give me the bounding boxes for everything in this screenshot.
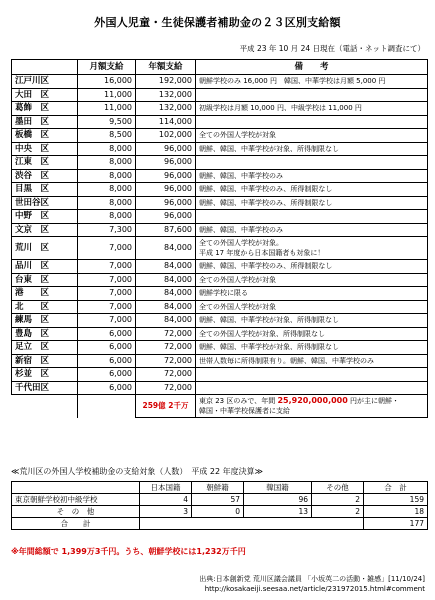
note-cell: 全ての外国人学校が対象 xyxy=(196,129,428,143)
arakawa-header-row xyxy=(12,482,428,494)
monthly-cell: 6,000 xyxy=(78,354,136,368)
table-row xyxy=(12,115,428,129)
arakawa-cell: 96 xyxy=(244,494,312,506)
table-row xyxy=(12,142,428,156)
table-row xyxy=(12,273,428,287)
ward-cell: 千代田区 xyxy=(12,381,78,395)
ward-cell: 練馬 区 xyxy=(12,314,78,328)
ward-cell: 北 区 xyxy=(12,300,78,314)
ward-cell: 葛飾 区 xyxy=(12,102,78,116)
arakawa-total-value: 177 xyxy=(364,518,428,530)
table-row xyxy=(12,196,428,210)
monthly-cell: 7,000 xyxy=(78,260,136,274)
ward-cell: 新宿 区 xyxy=(12,354,78,368)
table-row xyxy=(12,354,428,368)
table-row xyxy=(12,327,428,341)
annual-cell: 132,000 xyxy=(136,102,196,116)
monthly-cell: 7,300 xyxy=(78,223,136,237)
total-note-prefix: 東京 23 区のみで、年間 xyxy=(199,397,276,405)
total-amount: 259億 2千万 xyxy=(136,395,196,418)
ward-cell: 目黒 区 xyxy=(12,183,78,197)
table-row xyxy=(12,314,428,328)
monthly-cell: 11,000 xyxy=(78,102,136,116)
table-row xyxy=(12,300,428,314)
table-row xyxy=(12,341,428,355)
ward-cell: 杉並 区 xyxy=(12,368,78,382)
monthly-cell: 16,000 xyxy=(78,75,136,89)
monthly-cell: 6,000 xyxy=(78,368,136,382)
source-line-1: 出典:日本創新党 荒川区議会議員 「小坂英二の活動・雑感」[11/10/24] xyxy=(199,575,425,583)
monthly-cell: 9,500 xyxy=(78,115,136,129)
arakawa-cell: 2 xyxy=(312,506,364,518)
monthly-cell: 8,500 xyxy=(78,129,136,143)
monthly-cell: 6,000 xyxy=(78,341,136,355)
table-row xyxy=(12,156,428,170)
ward-cell: 荒川 区 xyxy=(12,237,78,260)
table-row xyxy=(12,102,428,116)
note-cell: 朝鮮、韓国、中華学校のみ、所得制限なし xyxy=(196,183,428,197)
note-cell xyxy=(196,381,428,395)
monthly-cell: 7,000 xyxy=(78,300,136,314)
table-row xyxy=(12,75,428,89)
annual-cell: 96,000 xyxy=(136,210,196,224)
arakawa-cell: 57 xyxy=(192,494,244,506)
ward-cell: 中央 区 xyxy=(12,142,78,156)
table-row xyxy=(12,223,428,237)
arakawa-total-row xyxy=(12,518,428,530)
ward-cell: 文京 区 xyxy=(12,223,78,237)
table-row xyxy=(12,381,428,395)
monthly-cell: 7,000 xyxy=(78,273,136,287)
total-row xyxy=(12,395,428,418)
annual-cell: 96,000 xyxy=(136,156,196,170)
annual-cell: 102,000 xyxy=(136,129,196,143)
ward-cell: 品川 区 xyxy=(12,260,78,274)
note-cell: 全ての外国人学校が対象 xyxy=(196,300,428,314)
arakawa-header-cell: 合 計 xyxy=(364,482,428,494)
annual-cell: 96,000 xyxy=(136,183,196,197)
monthly-cell: 8,000 xyxy=(78,210,136,224)
total-empty-cell xyxy=(12,395,78,418)
note-cell: 朝鮮、韓国、中華学校のみ xyxy=(196,169,428,183)
source-citation xyxy=(199,574,425,594)
annual-cell: 96,000 xyxy=(136,196,196,210)
monthly-cell: 8,000 xyxy=(78,196,136,210)
table-row xyxy=(12,210,428,224)
note-cell: 朝鮮、韓国、中華学校が対象、所得制限なし xyxy=(196,314,428,328)
table-row xyxy=(12,287,428,301)
table-row xyxy=(12,183,428,197)
annual-cell: 84,000 xyxy=(136,237,196,260)
annual-cell: 132,000 xyxy=(136,88,196,102)
monthly-cell: 8,000 xyxy=(78,183,136,197)
source-line-2: http://kosakaeiji.seesaa.net/article/231972015.html#comment xyxy=(204,585,425,593)
note-cell: 朝鮮、韓国、中華学校のみ、所得制限なし xyxy=(196,196,428,210)
monthly-cell: 8,000 xyxy=(78,169,136,183)
monthly-cell: 7,000 xyxy=(78,237,136,260)
annual-cell: 72,000 xyxy=(136,327,196,341)
annual-cell: 96,000 xyxy=(136,142,196,156)
annual-cell: 84,000 xyxy=(136,300,196,314)
note-cell xyxy=(196,156,428,170)
note-cell: 全ての外国人学校が対象 xyxy=(196,273,428,287)
arakawa-total-blank xyxy=(140,518,364,530)
note-cell xyxy=(196,210,428,224)
total-note-line-2: 韓国・中華学校保護者に支給 xyxy=(199,407,290,415)
ward-cell: 江東 区 xyxy=(12,156,78,170)
ward-cell: 墨田 区 xyxy=(12,115,78,129)
annual-cell: 72,000 xyxy=(136,381,196,395)
table-header-row xyxy=(12,60,428,75)
arakawa-cell: 2 xyxy=(312,494,364,506)
table-row xyxy=(12,368,428,382)
arakawa-cell: 3 xyxy=(140,506,192,518)
table-row xyxy=(12,260,428,274)
note-cell: 朝鮮学校のみ 16,000 円 韓国、中華学校は月額 5,000 円 xyxy=(196,75,428,89)
header-note: 備 考 xyxy=(196,60,428,75)
monthly-cell: 8,000 xyxy=(78,142,136,156)
annual-cell: 72,000 xyxy=(136,368,196,382)
header-monthly: 月額支給 xyxy=(78,60,136,75)
monthly-cell: 7,000 xyxy=(78,314,136,328)
ward-cell: 渋谷 区 xyxy=(12,169,78,183)
ward-cell: 板橋 区 xyxy=(12,129,78,143)
annual-cell: 96,000 xyxy=(136,169,196,183)
note-cell xyxy=(196,88,428,102)
arakawa-cell: 159 xyxy=(364,494,428,506)
note-cell: 全ての外国人学校が対象、所得制限なし xyxy=(196,327,428,341)
note-cell xyxy=(196,115,428,129)
arakawa-header-cell: その他 xyxy=(312,482,364,494)
arakawa-header-cell xyxy=(12,482,140,494)
monthly-cell: 6,000 xyxy=(78,327,136,341)
arakawa-header-cell: 日本国籍 xyxy=(140,482,192,494)
note-cell xyxy=(196,368,428,382)
header-ward xyxy=(12,60,78,75)
arakawa-table-title: ≪荒川区の外国人学校補助金の支給対象（人数） 平成 22 年度決算≫ xyxy=(11,467,264,476)
annual-cell: 84,000 xyxy=(136,273,196,287)
annual-cell: 84,000 xyxy=(136,260,196,274)
ward-cell: 豊島 区 xyxy=(12,327,78,341)
ward-cell: 大田 区 xyxy=(12,88,78,102)
note-cell: 朝鮮、韓国、中華学校が対象、所得制限なし xyxy=(196,142,428,156)
ward-cell: 足立 区 xyxy=(12,341,78,355)
total-note-amount: 25,920,000,000 xyxy=(277,396,348,405)
annual-cell: 87,600 xyxy=(136,223,196,237)
ward-cell: 江戸川区 xyxy=(12,75,78,89)
note-cell xyxy=(196,237,428,260)
arakawa-row xyxy=(12,494,428,506)
total-note-cell xyxy=(196,395,428,418)
footnote: ※年間総額で 1,399万3千円。うち、朝鮮学校には1,232万千円 xyxy=(11,547,246,556)
total-note-suffix: 円が主に朝鮮・ xyxy=(350,397,400,405)
note-cell: 朝鮮学校に限る xyxy=(196,287,428,301)
arakawa-cell: 18 xyxy=(364,506,428,518)
note-cell: 世帯人数毎に所得制限有り。朝鮮、韓国、中華学校のみ xyxy=(196,354,428,368)
arakawa-header-cell: 韓国籍 xyxy=(244,482,312,494)
note-line-2: 平成 17 年度から日本国籍者も対象に！ xyxy=(199,249,325,257)
ward-cell: 中野 区 xyxy=(12,210,78,224)
monthly-cell: 6,000 xyxy=(78,381,136,395)
arakawa-cell: 13 xyxy=(244,506,312,518)
annual-cell: 84,000 xyxy=(136,314,196,328)
annual-cell: 72,000 xyxy=(136,354,196,368)
note-cell: 朝鮮、韓国、中華学校が対象、所得制限なし xyxy=(196,341,428,355)
annual-cell: 114,000 xyxy=(136,115,196,129)
total-empty-cell xyxy=(78,395,136,418)
annual-cell: 192,000 xyxy=(136,75,196,89)
arakawa-row-label: 東京朝鮮学校初中級学校 xyxy=(12,494,140,506)
table-row xyxy=(12,169,428,183)
monthly-cell: 8,000 xyxy=(78,156,136,170)
ward-cell: 台東 区 xyxy=(12,273,78,287)
total-note-line-1 xyxy=(199,396,424,406)
note-line-1: 全ての外国人学校が対象。 xyxy=(199,239,283,247)
arakawa-cell: 4 xyxy=(140,494,192,506)
arakawa-table xyxy=(11,481,428,530)
note-cell: 朝鮮、韓国、中華学校のみ、所得制限なし xyxy=(196,260,428,274)
arakawa-total-label: 合 計 xyxy=(12,518,140,530)
as-of-date: 平成 23 年 10 月 24 日現在（電話・ネット調査にて） xyxy=(239,44,425,53)
header-annual: 年額支給 xyxy=(136,60,196,75)
annual-cell: 72,000 xyxy=(136,341,196,355)
arakawa-header-cell: 朝鮮籍 xyxy=(192,482,244,494)
ward-cell: 港 区 xyxy=(12,287,78,301)
arakawa-cell: 0 xyxy=(192,506,244,518)
arakawa-row-label: そ の 他 xyxy=(12,506,140,518)
note-cell: 朝鮮、韓国、中華学校のみ xyxy=(196,223,428,237)
arakawa-row xyxy=(12,506,428,518)
table-row xyxy=(12,88,428,102)
monthly-cell: 11,000 xyxy=(78,88,136,102)
subsidy-table-body xyxy=(12,60,428,418)
table-row xyxy=(12,237,428,260)
arakawa-table-body xyxy=(12,482,428,530)
ward-cell: 世田谷区 xyxy=(12,196,78,210)
annual-cell: 84,000 xyxy=(136,287,196,301)
table-row xyxy=(12,129,428,143)
monthly-cell: 7,000 xyxy=(78,287,136,301)
note-cell: 初級学校は月額 10,000 円、中級学校は 11,000 円 xyxy=(196,102,428,116)
subsidy-table xyxy=(11,59,428,418)
document-title: 外国人児童・生徒保護者補助金の２３区別支給額 xyxy=(94,16,341,29)
